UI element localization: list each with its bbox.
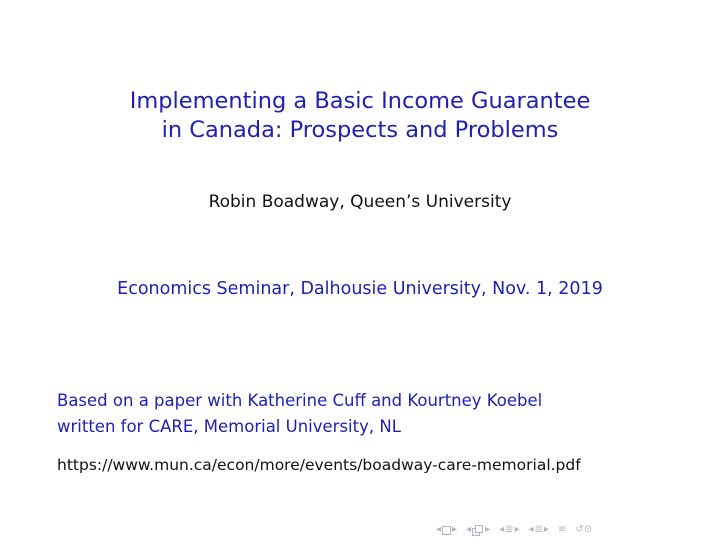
subsection-nav bbox=[466, 524, 490, 536]
paper-note bbox=[57, 388, 677, 440]
paper-note-line-2: written for CARE, Memorial University, NL bbox=[57, 417, 401, 436]
document-next-icon[interactable]: ▸ bbox=[544, 524, 550, 535]
document-prev-icon[interactable]: ◂ bbox=[528, 524, 534, 535]
section-nav bbox=[499, 524, 519, 536]
frame-icon bbox=[442, 526, 451, 535]
search-icon[interactable]: ↺⊙ bbox=[575, 524, 593, 535]
subsection-next-icon[interactable]: ▸ bbox=[485, 524, 491, 535]
venue-line: Economics Seminar, Dalhousie University, Nov. 1, 2019 bbox=[117, 279, 603, 299]
paper-url[interactable]: https://www.mun.ca/econ/more/events/boadway-care-memorial.pdf bbox=[57, 456, 581, 474]
frame-nav bbox=[436, 524, 457, 536]
section-next-icon[interactable]: ▸ bbox=[514, 524, 520, 535]
subsection-prev-icon[interactable]: ◂ bbox=[466, 524, 472, 535]
section-icon: ≣ bbox=[505, 524, 514, 535]
title-line-2: in Canada: Prospects and Problems bbox=[161, 117, 559, 143]
document-nav bbox=[529, 524, 549, 536]
equivalence-icon[interactable]: ≡ bbox=[558, 524, 567, 535]
frame-prev-icon[interactable]: ◂ bbox=[436, 524, 442, 535]
presentation-title bbox=[0, 87, 720, 145]
document-icon: ≣ bbox=[534, 524, 543, 535]
section-prev-icon[interactable]: ◂ bbox=[499, 524, 505, 535]
search-nav bbox=[575, 524, 592, 536]
author-line: Robin Boadway, Queen’s University bbox=[208, 192, 512, 212]
frame-next-icon[interactable]: ▸ bbox=[452, 524, 458, 535]
subsection-icon bbox=[472, 525, 484, 536]
misc-nav bbox=[558, 524, 566, 536]
paper-note-line-1: Based on a paper with Katherine Cuff and Kourtney Koebel bbox=[57, 391, 543, 410]
beamer-navigation-bar bbox=[436, 522, 598, 538]
title-line-1: Implementing a Basic Income Guarantee bbox=[129, 88, 591, 114]
